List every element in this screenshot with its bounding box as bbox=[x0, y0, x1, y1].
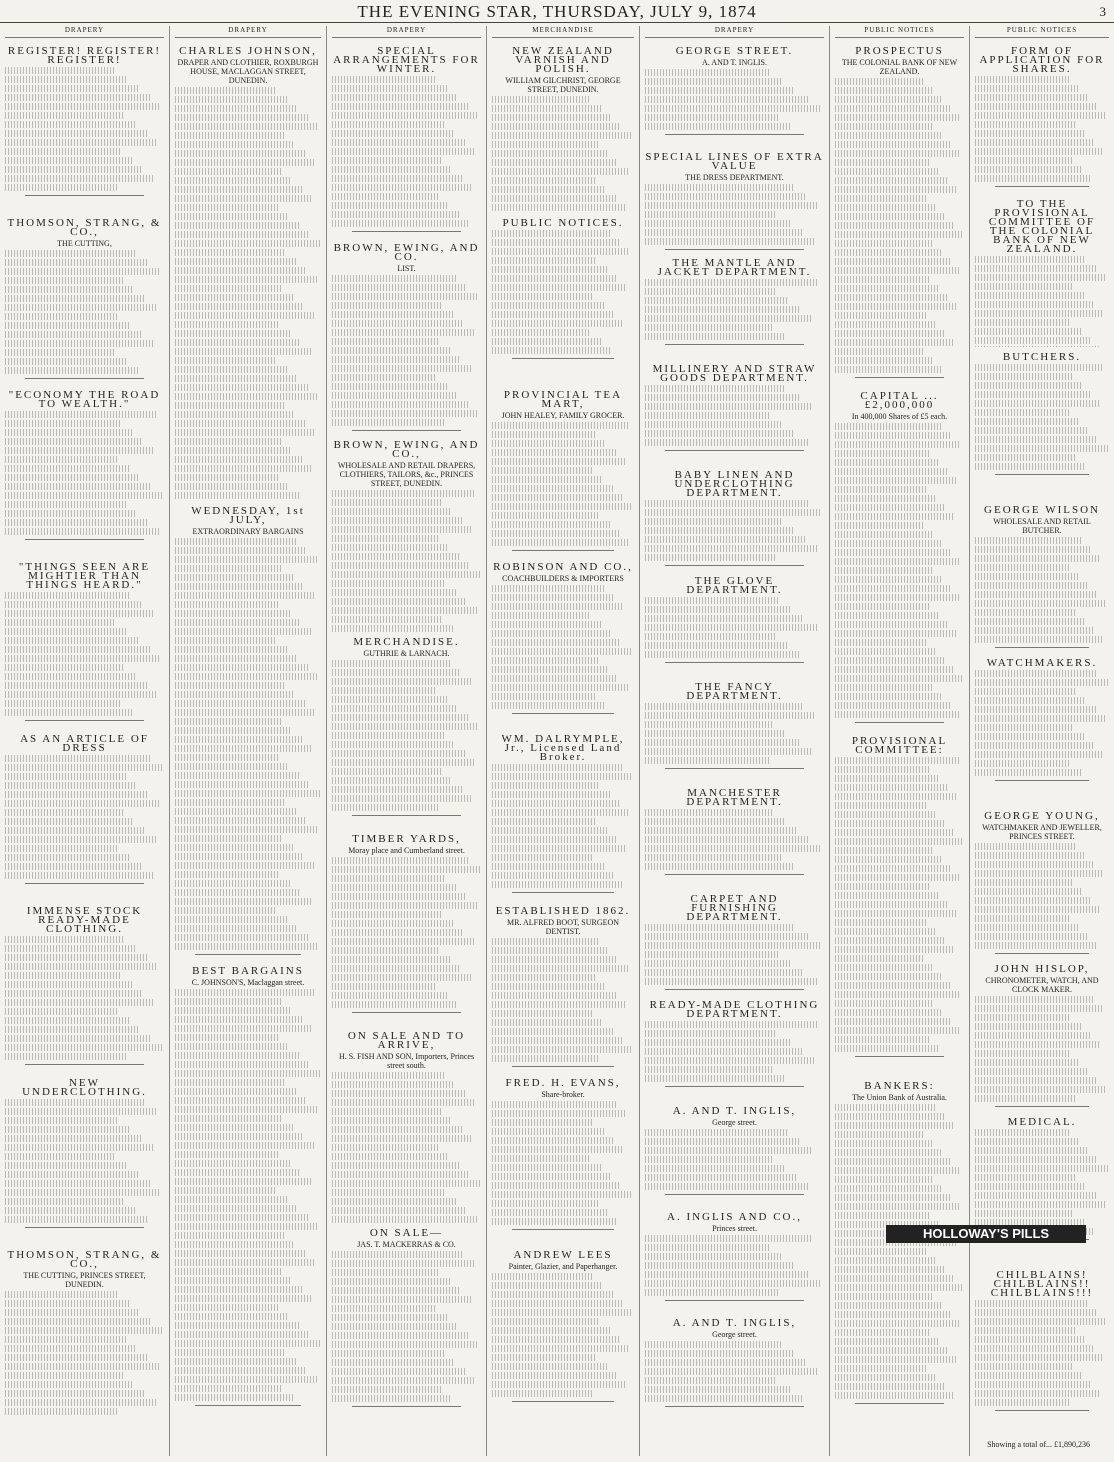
ad-headline: PROSPECTUS bbox=[855, 45, 944, 57]
ad-headline: REGISTER! REGISTER! REGISTER! bbox=[7, 45, 162, 66]
divider bbox=[512, 1401, 614, 1402]
column-header: DRAPERY bbox=[645, 26, 824, 38]
body-text-block bbox=[975, 537, 1109, 643]
ad-subline: WATCHMAKER AND JEWELLER, PRINCES STREET. bbox=[982, 823, 1102, 841]
ad-headline: THE FANCY DEPARTMENT. bbox=[686, 681, 783, 702]
ad-headline: NEW UNDERCLOTHING. bbox=[22, 1077, 147, 1098]
divider bbox=[25, 883, 144, 884]
advertisement bbox=[835, 731, 964, 1076]
column-header: DRAPERY bbox=[332, 26, 481, 38]
column-2 bbox=[170, 26, 327, 1456]
showing-total: Showing a total of... £1,890,236 bbox=[987, 1440, 1090, 1449]
ad-subline: THE COLONIAL BANK OF NEW ZEALAND. bbox=[841, 58, 958, 76]
divider bbox=[665, 1300, 804, 1301]
ad-headline: CARPET AND FURNISHING DEPARTMENT. bbox=[686, 893, 783, 923]
ad-headline: SPECIAL LINES OF EXTRA VALUE bbox=[645, 151, 824, 172]
ad-headline: THOMSON, STRANG, & CO., bbox=[7, 1249, 162, 1270]
advertisement bbox=[975, 959, 1109, 1112]
holloway-pills-banner: HOLLOWAY'S PILLS bbox=[886, 1225, 1086, 1243]
divider bbox=[512, 550, 614, 551]
divider bbox=[665, 249, 804, 250]
advertisement bbox=[332, 435, 481, 632]
advertisement bbox=[975, 347, 1109, 500]
ad-headline: BROWN, EWING, AND CO., bbox=[333, 439, 480, 460]
ad-headline: THE GLOVE DEPARTMENT. bbox=[686, 575, 783, 596]
body-text-block bbox=[645, 69, 824, 130]
advertisement bbox=[645, 147, 824, 253]
newspaper-title: THE EVENING STAR, THURSDAY, JULY 9, 1874 bbox=[357, 2, 757, 21]
body-text-block bbox=[975, 1300, 1109, 1406]
ad-subline: George street. bbox=[712, 1118, 757, 1127]
ad-subline: JAS. T. MACKERRAS & CO. bbox=[357, 1240, 456, 1249]
advertisement bbox=[332, 829, 481, 1026]
advertisement bbox=[645, 889, 824, 995]
body-text-block bbox=[645, 924, 824, 985]
divider bbox=[352, 815, 461, 816]
body-text-block bbox=[5, 592, 164, 716]
ad-headline: BANKERS: bbox=[864, 1080, 935, 1092]
ad-headline: PROVINCIAL TEA MART, bbox=[503, 389, 623, 410]
divider bbox=[665, 565, 804, 566]
body-text-block bbox=[332, 76, 481, 227]
divider bbox=[25, 720, 144, 721]
body-text-block bbox=[645, 1341, 824, 1402]
divider bbox=[665, 662, 804, 663]
advertisement bbox=[492, 557, 634, 729]
ad-headline: ON SALE— bbox=[369, 1227, 444, 1239]
divider bbox=[352, 231, 461, 232]
ad-subline: THE DRESS DEPARTMENT. bbox=[685, 173, 784, 182]
divider bbox=[995, 186, 1089, 187]
ad-headline: BABY LINEN AND UNDERCLOTHING DEPARTMENT. bbox=[674, 469, 795, 499]
advertisement bbox=[645, 41, 824, 147]
body-text-block bbox=[975, 843, 1109, 949]
masthead bbox=[0, 0, 1114, 23]
divider bbox=[665, 344, 804, 345]
ad-subline: COACHBUILDERS & IMPORTERS bbox=[502, 574, 624, 583]
column-4 bbox=[487, 26, 640, 1456]
body-text-block bbox=[5, 67, 164, 191]
advertisement bbox=[492, 901, 634, 1073]
divider bbox=[665, 1406, 804, 1407]
ad-subline: GUTHRIE & LARNACH. bbox=[363, 649, 450, 658]
ad-headline: TO THE PROVISIONAL COMMITTEE OF THE COLONIAL BANK OF NEW ZEALAND. bbox=[988, 198, 1096, 255]
advertisement bbox=[5, 213, 164, 385]
ad-headline: A. AND T. INGLIS, bbox=[672, 1317, 797, 1329]
body-text-block bbox=[645, 279, 824, 340]
divider bbox=[855, 1403, 944, 1404]
column-header: PUBLIC NOTICES bbox=[975, 26, 1109, 38]
ad-headline: A. INGLIS AND CO., bbox=[667, 1211, 802, 1223]
ad-subline: WHOLESALE AND RETAIL BUTCHER. bbox=[993, 517, 1091, 535]
advertisement bbox=[5, 1245, 164, 1417]
ad-subline: Princes street. bbox=[712, 1224, 757, 1233]
advertisement bbox=[645, 1101, 824, 1207]
column-header: DRAPERY bbox=[5, 26, 164, 38]
ad-headline: MANCHESTER DEPARTMENT. bbox=[686, 787, 783, 808]
advertisement bbox=[5, 729, 164, 901]
ad-headline: TIMBER YARDS, bbox=[352, 833, 461, 845]
ad-subline: EXTRAORDINARY BARGAINS bbox=[192, 527, 304, 536]
divider bbox=[995, 1106, 1089, 1107]
divider bbox=[512, 713, 614, 714]
body-text-block bbox=[332, 1251, 481, 1402]
body-text-block bbox=[645, 385, 824, 446]
advertisement bbox=[332, 41, 481, 238]
ad-headline: FORM OF APPLICATION FOR SHARES. bbox=[979, 45, 1105, 75]
ad-headline: NEW ZEALAND VARNISH AND POLISH. bbox=[512, 45, 614, 75]
advertisement bbox=[5, 1073, 164, 1245]
advertisement bbox=[5, 41, 164, 213]
body-text-block bbox=[492, 230, 634, 354]
ad-headline: BROWN, EWING, AND CO. bbox=[333, 242, 480, 263]
body-text-block bbox=[835, 78, 964, 373]
body-text-block bbox=[492, 764, 634, 888]
divider bbox=[195, 1405, 301, 1406]
divider bbox=[995, 474, 1089, 475]
advertisement bbox=[835, 1076, 964, 1421]
ad-headline: ANDREW LEES bbox=[513, 1249, 613, 1261]
divider bbox=[512, 358, 614, 359]
advertisement bbox=[975, 41, 1109, 194]
advertisement bbox=[175, 501, 321, 961]
divider bbox=[995, 1410, 1089, 1411]
ad-subline: LIST. bbox=[397, 264, 416, 273]
body-text-block bbox=[645, 1021, 824, 1082]
ad-subline: THE CUTTING, bbox=[57, 239, 112, 248]
ad-headline: WM. DALRYMPLE, Jr., Licensed Land Broker. bbox=[501, 733, 625, 763]
body-text-block bbox=[492, 422, 634, 546]
divider bbox=[665, 874, 804, 875]
ad-subline: CHRONOMETER, WATCH, AND CLOCK MAKER. bbox=[985, 976, 1099, 994]
body-text-block bbox=[492, 96, 634, 213]
advertisement bbox=[645, 677, 824, 783]
advertisement bbox=[492, 1073, 634, 1245]
body-text-block bbox=[492, 938, 634, 1062]
column-5 bbox=[640, 26, 830, 1456]
divider bbox=[995, 647, 1089, 648]
column-header: MERCHANDISE bbox=[492, 26, 634, 38]
ad-subline: Share-broker. bbox=[541, 1090, 585, 1099]
advertisement bbox=[975, 500, 1109, 653]
ad-headline: GEORGE STREET. bbox=[675, 45, 794, 57]
ad-headline: CHILBLAINS! CHILBLAINS!! CHILBLAINS!!! bbox=[990, 1269, 1094, 1299]
body-text-block bbox=[645, 500, 824, 561]
ad-headline: THE MANTLE AND JACKET DEPARTMENT. bbox=[657, 257, 812, 278]
advertisement bbox=[975, 1265, 1109, 1418]
body-text-block bbox=[332, 857, 481, 1008]
advertisement bbox=[645, 783, 824, 889]
body-text-block bbox=[492, 585, 634, 709]
ad-subline: JOHN HEALEY, FAMILY GROCER. bbox=[501, 411, 625, 420]
ad-headline: MILLINERY AND STRAW GOODS DEPARTMENT. bbox=[652, 363, 817, 384]
body-text-block bbox=[5, 1099, 164, 1223]
divider bbox=[855, 1056, 944, 1057]
advertisement bbox=[332, 1026, 481, 1223]
ad-headline: PUBLIC NOTICES. bbox=[502, 217, 624, 229]
advertisement bbox=[492, 729, 634, 901]
ad-subline: Moray place and Cumberland street. bbox=[348, 846, 465, 855]
advertisement bbox=[835, 41, 964, 386]
advertisement bbox=[5, 901, 164, 1073]
body-text-block bbox=[645, 703, 824, 764]
advertisement bbox=[645, 1207, 824, 1313]
body-text-block bbox=[835, 1104, 964, 1399]
divider bbox=[512, 1066, 614, 1067]
body-text-block bbox=[975, 1129, 1109, 1235]
ad-headline: WATCHMAKERS. bbox=[986, 657, 1098, 669]
divider bbox=[665, 1194, 804, 1195]
advertisement bbox=[975, 653, 1109, 806]
divider bbox=[195, 954, 301, 955]
ad-headline: SPECIAL ARRANGEMENTS FOR WINTER. bbox=[333, 45, 480, 75]
divider bbox=[352, 430, 461, 431]
advertisement bbox=[492, 213, 634, 385]
advertisement bbox=[645, 465, 824, 571]
advertisement bbox=[175, 41, 321, 501]
advertisement bbox=[645, 571, 824, 677]
column-1 bbox=[0, 26, 170, 1456]
page-number: 3 bbox=[1099, 4, 1106, 19]
body-text-block bbox=[5, 250, 164, 374]
ad-headline: WEDNESDAY, 1st JULY, bbox=[191, 505, 305, 526]
ad-subline: C. JOHNSON'S, Maclaggan street. bbox=[191, 978, 305, 987]
divider bbox=[995, 780, 1089, 781]
divider bbox=[855, 377, 944, 378]
ad-headline: THOMSON, STRANG, & CO., bbox=[7, 217, 162, 238]
ad-subline: The Union Bank of Australia. bbox=[852, 1093, 947, 1102]
body-text-block bbox=[175, 989, 321, 1401]
ad-headline: ROBINSON AND CO., bbox=[493, 561, 633, 573]
ad-subline: George street. bbox=[712, 1330, 757, 1339]
body-text-block bbox=[332, 275, 481, 426]
ad-headline: "THINGS SEEN ARE MIGHTIER THAN THINGS HEARD." bbox=[18, 561, 151, 591]
ad-headline: BUTCHERS. bbox=[1002, 351, 1082, 363]
body-text-block bbox=[175, 538, 321, 950]
column-header: DRAPERY bbox=[175, 26, 321, 38]
body-text-block bbox=[645, 1235, 824, 1296]
ad-subline: A. AND T. INGLIS. bbox=[701, 58, 768, 67]
body-text-block bbox=[332, 490, 481, 632]
divider bbox=[512, 892, 614, 893]
ad-headline: MEDICAL. bbox=[1007, 1116, 1077, 1128]
advertisement bbox=[5, 557, 164, 729]
advertisement bbox=[492, 1245, 634, 1417]
ad-subline: In 400,000 Shares of £5 each. bbox=[851, 412, 948, 421]
ad-headline: CHARLES JOHNSON, bbox=[179, 45, 317, 57]
divider bbox=[25, 1227, 144, 1228]
body-text-block bbox=[975, 364, 1109, 470]
advertisement bbox=[332, 238, 481, 435]
divider bbox=[25, 1064, 144, 1065]
divider bbox=[25, 539, 144, 540]
advertisement bbox=[645, 995, 824, 1101]
body-text-block bbox=[492, 1101, 634, 1225]
ad-subline: H. S. FISH AND SON, Importers, Princes street south. bbox=[338, 1052, 475, 1070]
body-text-block bbox=[835, 423, 964, 718]
advertisement bbox=[5, 385, 164, 557]
body-text-block bbox=[332, 660, 481, 811]
ad-subline: DRAPER AND CLOTHIER, ROXBURGH HOUSE, MACLAGGAN STREET, DUNEDIN. bbox=[177, 58, 319, 85]
ad-headline: GEORGE WILSON bbox=[984, 504, 1100, 516]
ad-headline: ON SALE AND TO ARRIVE, bbox=[347, 1030, 466, 1051]
body-text-block bbox=[975, 256, 1109, 347]
ad-headline: IMMENSE STOCK READY-MADE CLOTHING. bbox=[26, 905, 143, 935]
advertisement bbox=[492, 385, 634, 557]
body-text-block bbox=[645, 184, 824, 245]
ad-headline: MERCHANDISE. bbox=[353, 636, 460, 648]
ad-headline: AS AN ARTICLE OF DRESS bbox=[20, 733, 149, 754]
divider bbox=[352, 1406, 461, 1407]
advertisement bbox=[492, 41, 634, 213]
body-text-block bbox=[975, 76, 1109, 182]
advertisement bbox=[332, 632, 481, 829]
advertisement bbox=[975, 806, 1109, 959]
body-text-block bbox=[645, 597, 824, 658]
divider bbox=[665, 1086, 804, 1087]
divider bbox=[512, 1229, 614, 1230]
ad-headline: READY-MADE CLOTHING DEPARTMENT. bbox=[649, 999, 820, 1020]
advertisement bbox=[835, 386, 964, 731]
ad-headline: FRED. H. EVANS, bbox=[505, 1077, 621, 1089]
divider bbox=[665, 134, 804, 135]
advertisement bbox=[175, 961, 321, 1421]
divider bbox=[352, 1012, 461, 1013]
column-header: PUBLIC NOTICES bbox=[835, 26, 964, 38]
divider bbox=[25, 378, 144, 379]
ad-subline: Painter, Glazier, and Paperhanger. bbox=[508, 1262, 618, 1271]
body-text-block bbox=[975, 670, 1109, 776]
ad-headline: "ECONOMY THE ROAD TO WEALTH." bbox=[8, 389, 161, 410]
body-text-block bbox=[645, 809, 824, 870]
divider bbox=[25, 195, 144, 196]
ad-subline: WHOLESALE AND RETAIL DRAPERS, CLOTHIERS, TAILORS, &c., PRINCES STREET, DUNEDIN. bbox=[337, 461, 476, 488]
advertisement bbox=[975, 194, 1109, 347]
divider bbox=[995, 953, 1089, 954]
column-3 bbox=[327, 26, 487, 1456]
ad-headline: A. AND T. INGLIS, bbox=[672, 1105, 797, 1117]
ad-subline: THE CUTTING, PRINCES STREET, DUNEDIN. bbox=[23, 1271, 146, 1289]
body-text-block bbox=[975, 996, 1109, 1102]
divider bbox=[665, 989, 804, 990]
body-text-block bbox=[175, 87, 321, 499]
body-text-block bbox=[492, 1273, 634, 1397]
ad-headline: PROVISIONAL COMMITTEE: bbox=[851, 735, 948, 756]
ad-headline: CAPITAL ... £2,000,000 bbox=[860, 390, 939, 411]
ad-subline: WILLIAM GILCHRIST, GEORGE STREET, DUNEDIN. bbox=[505, 76, 621, 94]
body-text-block bbox=[5, 936, 164, 1060]
ad-headline: GEORGE YOUNG, bbox=[984, 810, 1100, 822]
ad-subline: MR. ALFRED BOOT, SURGEON DENTIST. bbox=[506, 918, 620, 936]
body-text-block bbox=[332, 1072, 481, 1223]
ad-headline: JOHN HISLOP, bbox=[994, 963, 1090, 975]
advertisement bbox=[645, 1313, 824, 1419]
advertisement bbox=[332, 1223, 481, 1420]
body-text-block bbox=[5, 411, 164, 535]
body-text-block bbox=[5, 1291, 164, 1415]
body-text-block bbox=[645, 1129, 824, 1190]
ad-headline: ESTABLISHED 1862. bbox=[495, 905, 631, 917]
divider bbox=[855, 722, 944, 723]
body-text-block bbox=[5, 755, 164, 879]
body-text-block bbox=[835, 757, 964, 1052]
advertisement bbox=[645, 359, 824, 465]
divider bbox=[665, 450, 804, 451]
advertisement bbox=[645, 253, 824, 359]
ad-headline: BEST BARGAINS bbox=[192, 965, 304, 977]
divider bbox=[665, 768, 804, 769]
